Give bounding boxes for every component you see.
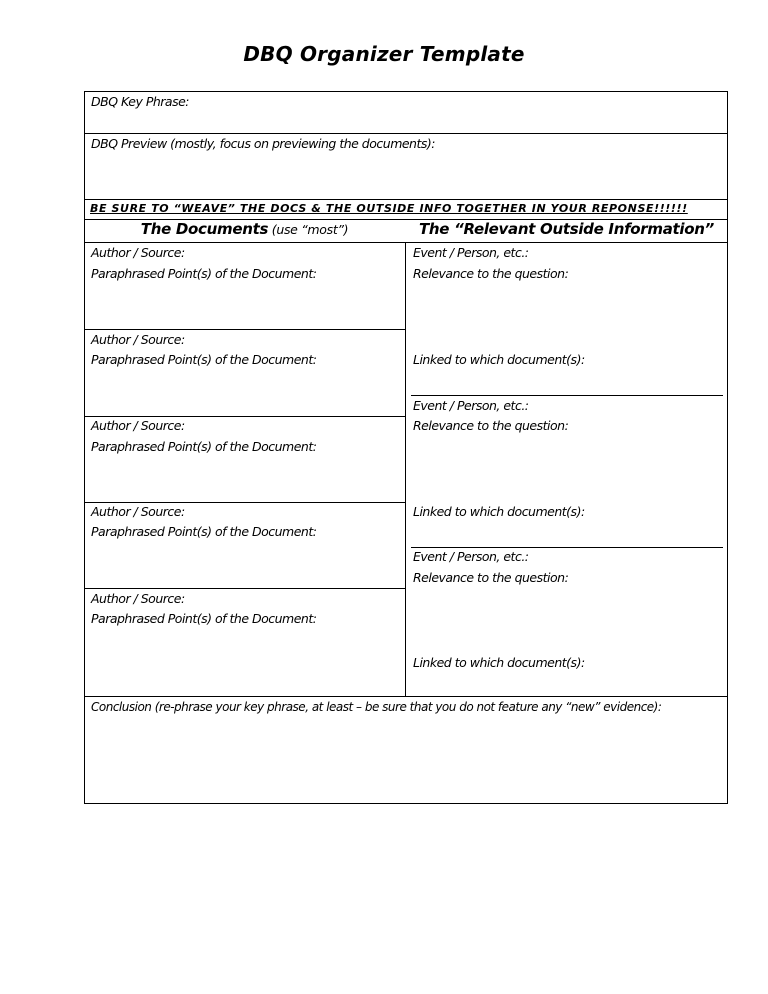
document-author-label: Author / Source: (91, 245, 185, 260)
outside-relevance-label: Relevance to the question: (413, 418, 569, 433)
conclusion-label: Conclusion (re-phrase your key phrase, at least – be sure that you do not feature any “new” evidence): (91, 700, 662, 714)
outside-linked-label: Linked to which document(s): (413, 655, 585, 670)
document-author-label: Author / Source: (91, 504, 185, 519)
documents-header (84, 220, 405, 238)
outside-event-label: Event / Person, etc.: (413, 245, 529, 260)
document-author-label: Author / Source: (91, 418, 185, 433)
document-author-label: Author / Source: (91, 591, 185, 606)
page-title: DBQ Organizer Template (243, 42, 525, 66)
weave-warning: BE SURE TO “WEAVE” THE DOCS & THE OUTSIDE INFO TOGETHER IN YOUR REPONSE!!!!!! (90, 202, 688, 215)
divider (84, 199, 728, 200)
outside-linked-label: Linked to which document(s): (413, 352, 585, 367)
document-points-label: Paraphrased Point(s) of the Document: (91, 439, 317, 454)
document-points-label: Paraphrased Point(s) of the Document: (91, 352, 317, 367)
outside-info-header-text: The “Relevant Outside Information” (418, 220, 715, 238)
outside-info-header (405, 220, 728, 238)
column-divider (405, 242, 406, 696)
key-phrase-label: DBQ Key Phrase: (91, 94, 189, 109)
document-points-label: Paraphrased Point(s) of the Document: (91, 524, 317, 539)
outside-relevance-label: Relevance to the question: (413, 266, 569, 281)
outside-event-label: Event / Person, etc.: (413, 549, 529, 564)
document-points-label: Paraphrased Point(s) of the Document: (91, 611, 317, 626)
document-points-label: Paraphrased Point(s) of the Document: (91, 266, 317, 281)
outside-relevance-label: Relevance to the question: (413, 570, 569, 585)
documents-header-main: The Documents (140, 220, 269, 238)
outside-linked-label: Linked to which document(s): (413, 504, 585, 519)
outside-event-label: Event / Person, etc.: (413, 398, 529, 413)
preview-label: DBQ Preview (mostly, focus on previewing the documents): (91, 136, 435, 151)
documents-header-note: (use “most”) (268, 222, 349, 237)
document-author-label: Author / Source: (91, 332, 185, 347)
